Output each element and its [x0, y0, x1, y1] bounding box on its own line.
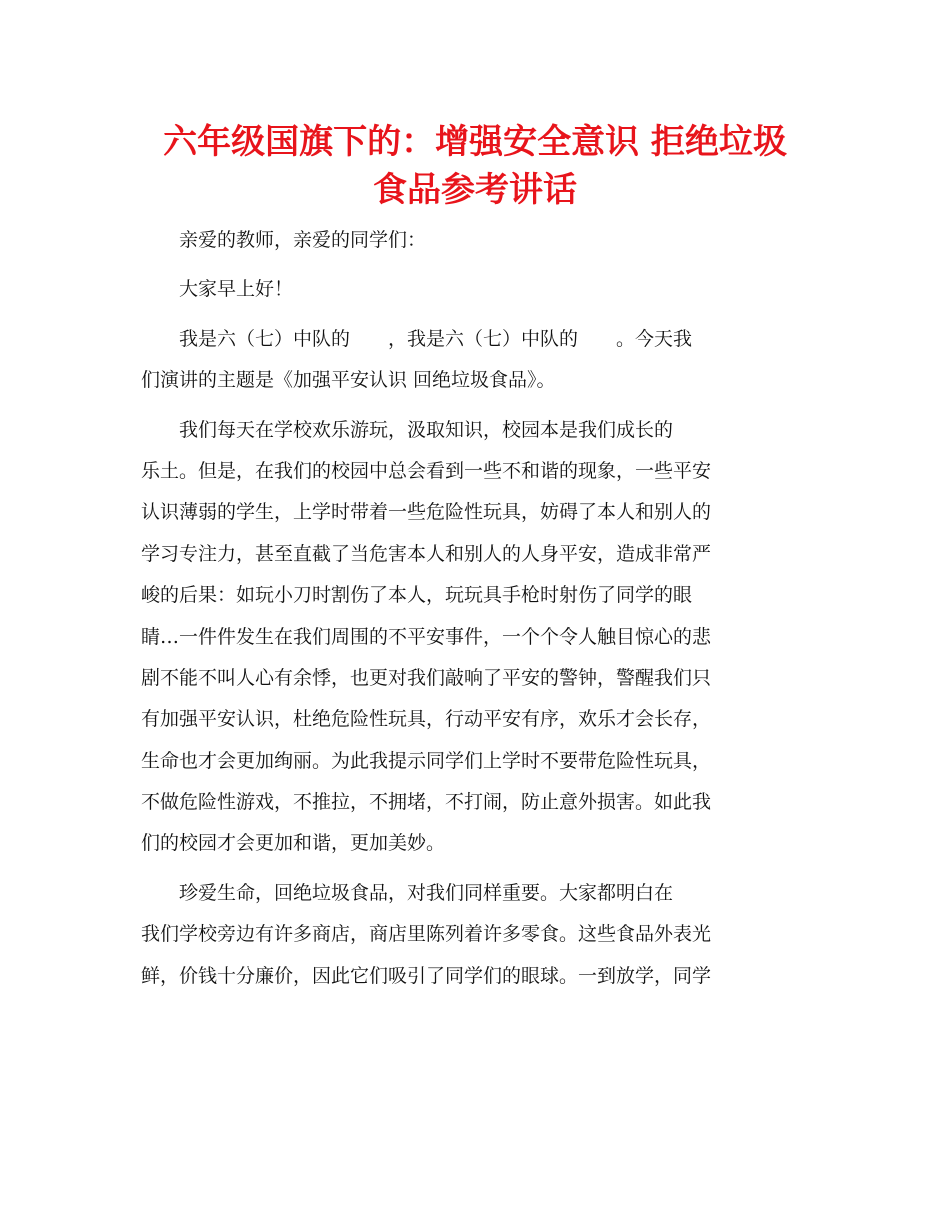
paragraph-line: 认识薄弱的学生，上学时带着一些危险性玩具，妨碍了本人和别人的	[141, 501, 712, 524]
paragraph-line: 生命也才会更加绚丽。为此我提示同学们上学时不要带危险性玩具，	[141, 749, 712, 772]
paragraph-morning	[141, 269, 793, 310]
paragraph-line: 有加强平安认识，杜绝危险性玩具，行动平安有序，欢乐才会长存，	[141, 708, 712, 731]
paragraph-line: 乐土。但是，在我们的校园中总会看到一些不和谐的现象，一些平安	[141, 459, 712, 482]
paragraph-line: 峻的后果：如玩小刀时割伤了本人，玩玩具手枪时射伤了同学的眼	[141, 584, 693, 607]
paragraph-line: 鲜，价钱十分廉价，因此它们吸引了同学们的眼球。一到放学，同学	[141, 964, 712, 987]
paragraph-line: 我们每天在学校欢乐游玩，汲取知识，校园本是我们成长的	[179, 418, 674, 441]
paragraph-line: 学习专注力，甚至直截了当危害本人和别人的人身平安，造成非常严	[141, 542, 712, 565]
paragraph-line: 大家早上好！	[179, 278, 294, 301]
paragraph-line: 睛…一件件发生在我们周围的不平安事件，一个个令人触目惊心的悲	[141, 625, 712, 648]
paragraph-line: 我们学校旁边有许多商店，商店里陈列着许多零食。这些食品外表光	[141, 923, 712, 946]
paragraph-line: 剧不能不叫人心有余悸，也更对我们敲响了平安的警钟，警醒我们只	[141, 666, 712, 689]
paragraph-greeting	[141, 220, 793, 261]
paragraph-intro	[141, 319, 793, 402]
paragraph-line: 们演讲的主题是《加强平安认识 回绝垃圾食品》。	[141, 369, 556, 392]
paragraph-line: 不做危险性游戏，不推拉，不拥堵，不打闹，防止意外损害。如此我	[141, 791, 712, 814]
title-line-1: 六年级国旗下的：增强安全意识 拒绝垃圾	[163, 122, 787, 162]
paragraph-line: 亲爱的教师，亲爱的同学们：	[179, 229, 427, 251]
title-line-2: 食品参考讲话	[373, 170, 577, 210]
paragraph-junk-food	[141, 873, 793, 997]
paragraph-line: 我是六（七）中队的 ，我是六（七）中队的 。今天我	[179, 327, 693, 350]
paragraph-line: 们的校园才会更加和谐，更加美妙。	[141, 832, 446, 855]
paragraph-line: 珍爱生命，回绝垃圾食品，对我们同样重要。大家都明白在	[179, 881, 674, 904]
document-title	[100, 118, 850, 214]
paragraph-safety	[141, 410, 793, 865]
document-body	[141, 220, 793, 997]
